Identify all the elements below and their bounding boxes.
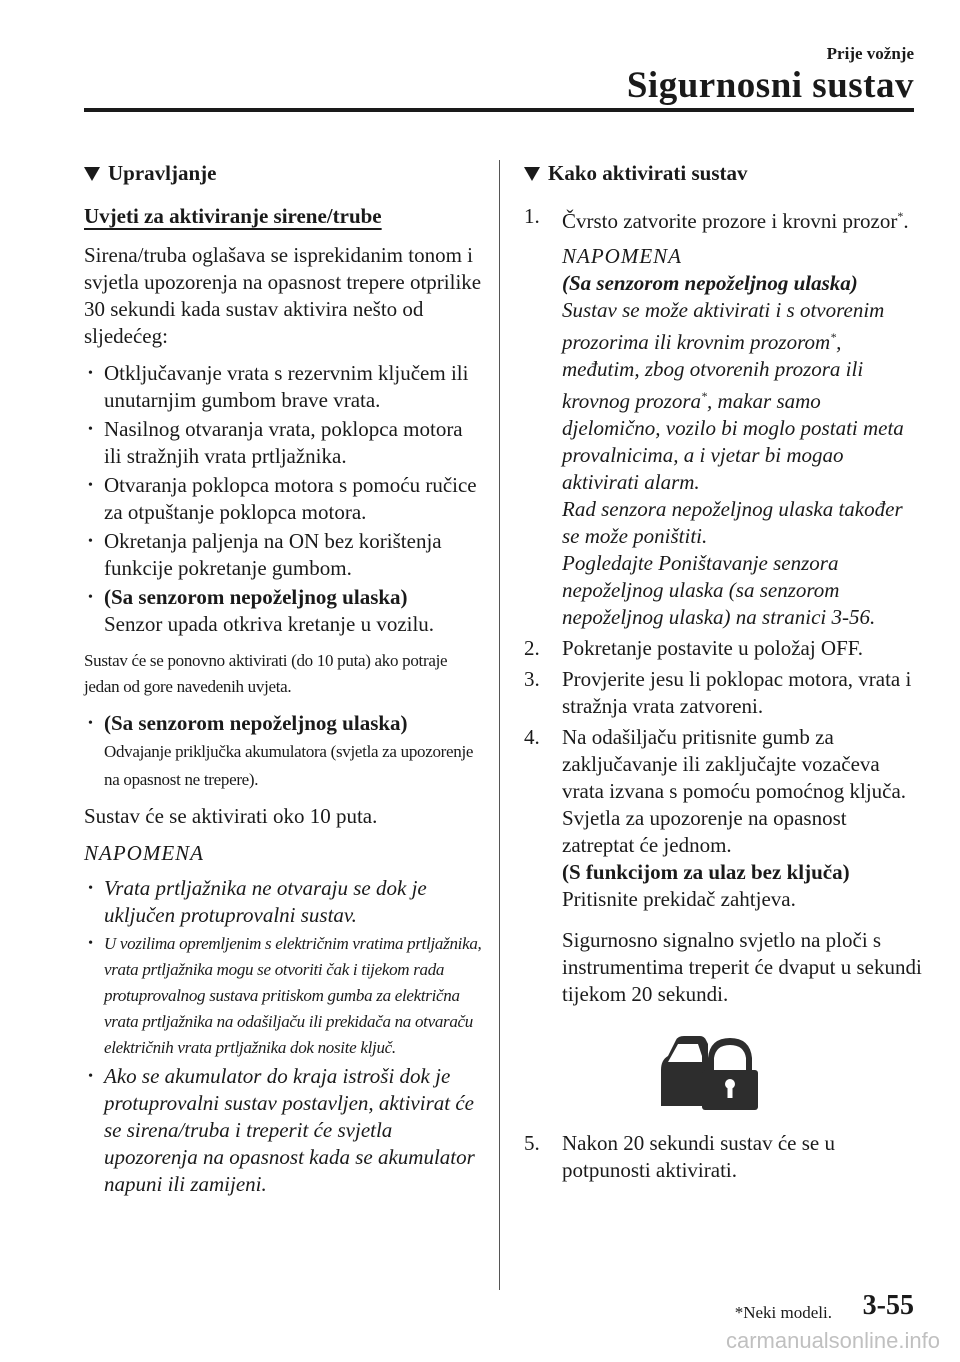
right-column	[524, 160, 924, 1188]
step-1: 1. Čvrsto zatvorite prozore i krovni prozor*. NAPOMENA (Sa senzorom nepoželjnog ulaska) Sustav se može aktivirati i s otvorenim prozorima ili krovnim prozorom*, međutim, zbog otvorenih prozora ili krovnog prozora*, makar samo djelomično, vozilo bi moglo postati meta provalnicima, a i vjetar bi mogao aktivirati alarm. Rad senzora nepoželjnog ulaska također se može poništiti. Pogledajte Poništavanje senzora nepoželjnog ulaska (sa senzorom nepoželjnog ulaska) na stranici 3-56.	[524, 203, 924, 631]
triangle-down-icon	[524, 167, 540, 181]
security-indicator-icon	[658, 1032, 758, 1112]
column-divider	[499, 160, 500, 1290]
triangle-down-icon	[84, 167, 100, 181]
watermark: carmanualsonline.info	[725, 1328, 940, 1353]
left-column	[84, 160, 484, 1208]
activate-paragraph: Sustav će se aktivirati oko 10 puta.	[84, 804, 378, 828]
note-label: NAPOMENA	[84, 841, 204, 865]
step-4: 4. Na odašiljaču pritisnite gumb za zaključavanje ili zaključajte vozačeva vrata izvana s pomoću pomoćnog ključa. Svjetla za upozorenje na opasnost zatreptat će jednom. (S funkcijom za ulaz bez ključa) Pritisnite prekidač zahtjeva. Sigurnosno signalno svjetlo na ploči s instrumentima treperit će dvaput u sekundi tijekom 20 sekundi.	[524, 725, 922, 1006]
subtitle-conditions: Uvjeti za aktiviranje sirene/trube	[84, 204, 382, 228]
step-2: 2. Pokretanje postavite u položaj OFF.	[524, 636, 864, 660]
steps-list-final	[524, 1130, 924, 1184]
note-list	[84, 875, 484, 1198]
battery-list	[84, 710, 484, 793]
intro-paragraph: Sirena/truba oglašava se isprekidanim tonom i svjetla upozorenja na opasnost trepere otprilike 30 sekundi kada sustav aktivira nešto od sljedećeg:	[84, 243, 482, 348]
footer-note: *Neki modeli.	[734, 1303, 832, 1322]
header-rule	[84, 108, 914, 112]
note-item: • Vrata prtljažnika ne otvaraju se dok je uključen protuprovalni sustav.	[84, 875, 484, 929]
section-title-activate: Kako aktivirati sustav	[524, 160, 924, 187]
step-1-note: NAPOMENA (Sa senzorom nepoželjnog ulaska) Sustav se može aktivirati i s otvorenim prozorima ili krovnim prozorom*, međutim, zbog otvorenih prozora ili krovnog prozora*, makar samo djelomično, vozilo bi moglo postati meta provalnicima, a i vjetar bi mogao aktivirati alarm. Rad senzora nepoželjnog ulaska također se može poništiti. Pogledajte Poništavanje senzora nepoželjnog ulaska (sa senzorom nepoželjnog ulaska) na stranici 3-56.	[562, 244, 904, 629]
list-item: • Nasilnog otvaranja vrata, poklopca motora ili stražnjih vrata prtljažnika.	[84, 416, 484, 470]
header-section: Prije vožnje	[826, 44, 914, 63]
repeat-paragraph: Sustav će se ponovno aktivirati (do 10 puta) ako potraje jedan od gore navedenih uvjeta.	[84, 651, 448, 696]
step-5: 5. Nakon 20 sekundi sustav će se u potpunosti aktivirati.	[524, 1131, 835, 1182]
list-item: • Okretanja paljenja na ON bez korištenja funkcije pokretanje gumbom.	[84, 528, 484, 582]
list-item: • Otključavanje vrata s rezervnim ključem ili unutarnjim gumbom brave vrata.	[84, 360, 484, 414]
list-item: • (Sa senzorom nepoželjnog ulaska) Odvajanje priključka akumulatora (svjetla za upozorenje na opasnost ne trepere).	[84, 710, 484, 793]
page-number: 3-55	[862, 1290, 914, 1321]
step-3: 3. Provjerite jesu li poklopac motora, vrata i stražnja vrata zatvoreni.	[524, 667, 912, 718]
list-item: • Otvaranja poklopca motora s pomoću ručice za otpuštanje poklopca motora.	[84, 472, 484, 526]
section-title-upravljanje: Upravljanje	[84, 160, 484, 187]
header-title: Sigurnosni sustav	[626, 65, 914, 106]
note-item: • Ako se akumulator do kraja istroši dok je protuprovalni sustav postavljen, aktivirat će se sirena/truba i treperit će svjetla upozorenja na opasnost kada se akumulator napuni ili zamijeni.	[84, 1063, 484, 1198]
steps-list	[524, 203, 924, 1008]
list-item: • (Sa senzorom nepoželjnog ulaska) Senzor upada otkriva kretanje u vozilu.	[84, 584, 484, 638]
trigger-list	[84, 360, 484, 638]
note-item: • U vozilima opremljenim s električnim vratima prtljažnika, vrata prtljažnika mogu se otvoriti čak i tijekom rada protuprovalnog sustava pritiskom gumba za električna vrata prtljažnika na odašiljaču ili prekidača na otvaraču električnih vrata prtljažnika dok nosite ključ.	[84, 931, 484, 1061]
